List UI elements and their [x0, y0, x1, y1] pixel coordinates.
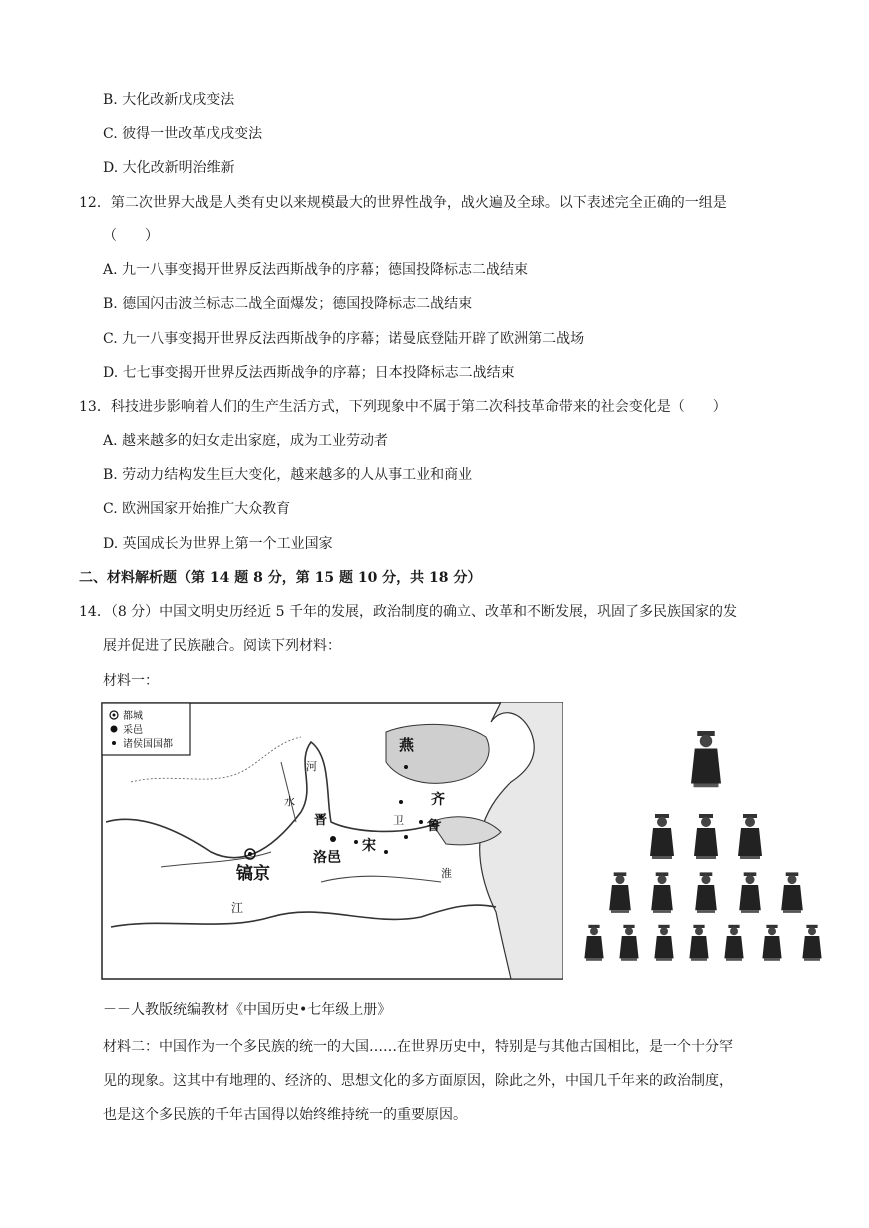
figure-row4-5	[724, 925, 743, 961]
q14-stem-line2: 展并促进了民族融合。阅读下列材料：	[103, 638, 341, 654]
q13-option-b: B. 劳动力结构发生巨大变化，越来越多的人从事工业和商业	[103, 467, 473, 483]
q12-paren: （ ）	[103, 228, 159, 244]
q11-option-c: C. 彼得一世改革戊戌变法	[103, 126, 263, 142]
figure-row4-2	[619, 925, 638, 961]
legend-state-capital: 诸侯国国都	[123, 739, 173, 750]
q13-option-a: A. 越来越多的妇女走出家庭，成为工业劳动者	[103, 433, 389, 449]
material-2-line3: 也是这个多民族的千年古国得以始终维持统一的重要原因。	[103, 1107, 467, 1123]
label-jiang: 江	[231, 901, 244, 915]
q12-stem: 12．第二次世界大战是人类有史以来规模最大的世界性战争，战火遍及全球。以下表述完全正确的一组是	[79, 195, 727, 211]
label-qi: 齐	[431, 792, 445, 808]
section-2-title: 二、材料解析题（第 14 题 8 分，第 15 题 10 分，共 18 分）	[79, 570, 482, 586]
q13-option-d: D. 英国成长为世界上第一个工业国家	[103, 536, 333, 552]
legend-fief: 采邑	[123, 725, 143, 736]
figure-row2-2	[694, 814, 718, 859]
figure-row2-3	[738, 814, 762, 859]
figure-row4-7	[802, 925, 821, 961]
q12-option-c: C. 九一八事变揭开世界反法西斯战争的序幕；诺曼底登陆开辟了欧洲第二战场	[103, 331, 585, 347]
label-luoyi: 洛邑	[313, 850, 341, 866]
label-jin: 晋	[314, 813, 328, 828]
material-2-line1: 材料二：中国作为一个多民族的统一的大国……在世界历史中，特别是与其他古国相比，是一个十分罕	[103, 1039, 733, 1055]
legend-fief-icon	[111, 726, 118, 733]
label-he: 河	[306, 760, 317, 773]
figure-row3-5	[781, 872, 803, 913]
q14-stem-line1: 14．（8 分）中国文明史历经近 5 千年的发展，政治制度的确立、改革和不断发展，巩固了多民族国家的发	[79, 604, 737, 620]
q12-option-b: B. 德国闪击波兰标志二战全面爆发；德国投降标志二战结束	[103, 296, 473, 312]
figure-row2-1	[650, 814, 674, 859]
label-haojing: 镐京	[236, 864, 270, 884]
figure-king	[691, 731, 721, 787]
q12-option-a: A. 九一八事变揭开世界反法西斯战争的序幕；德国投降标志二战结束	[103, 262, 529, 278]
legend-capital: 都城	[123, 711, 143, 722]
material-1-label: 材料一：	[103, 673, 159, 689]
material-1-source: －－人教版统编教材《中国历史•七年级上册》	[103, 1002, 392, 1018]
figure-row3-4	[739, 872, 761, 913]
legend-state-capital-icon	[112, 741, 116, 745]
label-lu: 鲁	[427, 819, 441, 834]
figure-row4-1	[584, 925, 603, 961]
q12-option-d: D. 七七事变揭开世界反法西斯战争的序幕；日本投降标志二战结束	[103, 365, 515, 381]
luoyi-marker	[330, 836, 336, 842]
label-huai: 淮	[441, 867, 452, 880]
label-shui: 水	[284, 795, 295, 808]
q13-stem: 13．科技进步影响着人们的生产生活方式，下列现象中不属于第二次科技革命带来的社会变化是（ ）	[79, 399, 727, 415]
figure-row4-4	[689, 925, 708, 961]
figure-row3-1	[609, 872, 631, 913]
label-song: 宋	[362, 838, 376, 854]
label-yan: 燕	[399, 736, 415, 754]
material-2-line2: 见的现象。这其中有地理的、经济的、思想文化的多方面原因，除此之外，中国几千年来的政治制度，	[103, 1073, 733, 1089]
q13-option-c: C. 欧洲国家开始推广大众教育	[103, 501, 291, 517]
figure-row3-3	[695, 872, 717, 913]
label-wei: 卫	[393, 814, 404, 827]
figure-row4-3	[654, 925, 673, 961]
figure-row4-6	[762, 925, 781, 961]
feudal-hierarchy-figure	[582, 728, 830, 973]
q11-option-b: B. 大化改新戊戌变法	[103, 92, 235, 108]
figure-row3-2	[651, 872, 673, 913]
western-zhou-map	[101, 702, 563, 980]
q11-option-d: D. 大化改新明治维新	[103, 160, 235, 176]
